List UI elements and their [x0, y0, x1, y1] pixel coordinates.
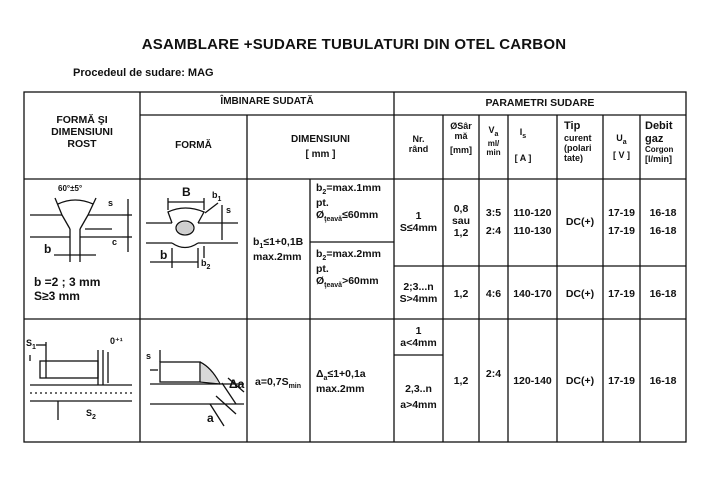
debit-1a: 16-18 16-18 [649, 207, 677, 238]
weld2-s-label: s [146, 351, 152, 361]
header-diametru-sarma: ØSâr mă [mm] [450, 121, 472, 155]
groove-c-label: c [112, 237, 118, 247]
debit-1b: 16-18 [649, 288, 677, 300]
dim-b2-small-pipe: $b_2=\max.1mm$ pt. $Ø_{ţeavă}\le 60mm$ [316, 182, 381, 224]
header-nr-rand: Nr. rând [408, 134, 429, 155]
header-forma: FORMĂ [175, 140, 212, 151]
nr-rand-2a: 1 a<4mm [400, 325, 437, 350]
nr-rand-1b: 2;3...n S>4mm [399, 281, 438, 306]
ua-2: 17-19 [608, 375, 635, 387]
header-parametri: PARAMETRI SUDARE [485, 97, 595, 109]
is-1a: 110-120 110-130 [513, 207, 552, 238]
weld-B-label: B [182, 185, 191, 199]
weld-b1-label: $b_1$ [212, 190, 222, 203]
groove-s-label: s [108, 198, 114, 208]
tip-1b: DC(+) [565, 288, 595, 300]
header-tensiune: $U_a$ [ V ] [613, 133, 630, 160]
header-forma-rost: FORMĂ ŞI DIMENSIUNI ROST [51, 114, 113, 151]
procedure-label: Procedeul de sudare: MAG [73, 67, 214, 79]
weld2-a-label: a [207, 411, 214, 425]
nr-rand-1a: 1 S≤4mm [399, 210, 438, 235]
header-imbinare: ÎMBINARE SUDATĂ [220, 96, 314, 107]
va-2: 2:4 [485, 368, 502, 380]
sarma-1b: 1,2 [453, 288, 469, 300]
groove-b-label: b [44, 242, 52, 256]
is-1b: 140-170 [513, 288, 552, 300]
header-tip-curent: Tip curent (polari tate) [564, 120, 592, 164]
tip-2: DC(+) [565, 375, 595, 387]
header-dimensiuni: DIMENSIUNI [ mm ] [291, 134, 350, 160]
groove-angle-label: 60°±5° [58, 184, 83, 193]
dim-delta-a-rule: $\Delta_a\le 1+0,1a$ max.2mm [316, 368, 366, 396]
header-intensitate: $I_s$ [ A ] [514, 127, 532, 163]
va-1b: 4:6 [485, 288, 502, 300]
is-2: 120-140 [513, 375, 552, 387]
weld2-delta-label: Δa [229, 377, 245, 391]
dim-b1-rule: $b_1\le 1+0,1B$ max.2mm [253, 236, 304, 264]
sarma-1a: 0,8 sau 1,2 [451, 203, 471, 240]
fillet-s1-label: $S_1$ [26, 338, 36, 351]
sarma-2: 1,2 [453, 375, 469, 387]
debit-2: 16-18 [649, 375, 677, 387]
va-1a: 3:5 2:4 [485, 207, 502, 238]
weld-b2-label: $b_2$ [201, 258, 211, 271]
weld-s-label: s [226, 205, 232, 215]
document-title: ASAMBLARE +SUDARE TUBULATURI DIN OTEL CARBON [141, 36, 567, 53]
tip-1a: DC(+) [565, 216, 595, 228]
fillet-s2-label: $S_2$ [86, 408, 96, 421]
nr-rand-2b: 2,3..n a>4mm [400, 383, 437, 412]
header-viteza-avans: $V_a$ ml/ min [486, 125, 501, 158]
header-debit-gaz: Debit gaz Corgon [l/min] [645, 120, 674, 165]
fillet-tolerance-label: 0⁺¹ [110, 336, 123, 346]
weld-b-label: b [160, 248, 168, 262]
ua-1a: 17-19 17-19 [608, 207, 635, 238]
groove-gap-text: b =2 ; 3 mm S≥3 mm [34, 275, 101, 303]
dim-b2-large-pipe: $b_2=\max.2mm$ pt. $Ø_{ţeavă}>60mm$ [316, 248, 381, 290]
fillet-rost-drawing [30, 342, 132, 420]
ua-1b: 17-19 [608, 288, 635, 300]
dim-a-rule: $a=0,7S_{min}$ [255, 376, 302, 391]
